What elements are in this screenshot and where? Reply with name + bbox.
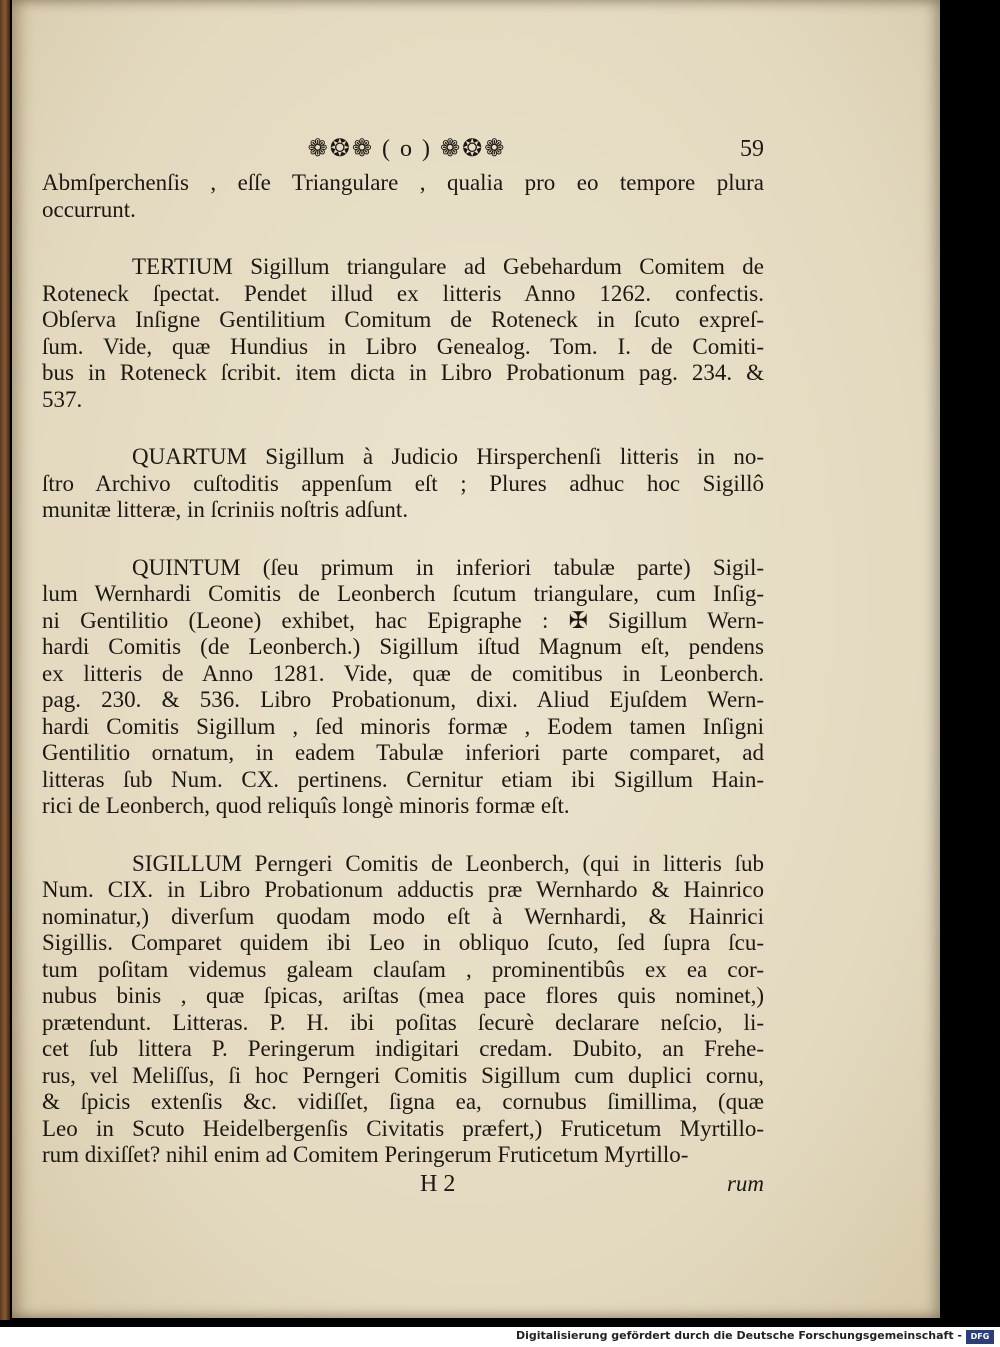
text-line: hardi Comitis Sigillum , ſed minoris formæ , Eodem tamen Inſigni: [42, 713, 764, 739]
text-line: 537.: [42, 386, 83, 412]
paragraph: [42, 170, 764, 223]
text-line: Roteneck ſpectat. Pendet illud ex litteris Anno 1262. confectis.: [42, 280, 764, 306]
funding-credit: Digitalisierung gefördert durch die Deutsche Forschungsgemeinschaft -: [515, 1329, 962, 1342]
text-line: bus in Roteneck ſcribit. item dicta in Libro Probationum pag. 234. &: [42, 360, 764, 385]
paragraph-gap: [42, 820, 764, 851]
text-line: Obſerva Inſigne Gentilitium Comitum de Roteneck in ſcuto expreſ-: [42, 307, 764, 332]
text-line: hardi Comitis (de Leonberch.) Sigillum iſtud Magnum eſt, pendens: [42, 634, 764, 659]
text-line: SIGILLUM Perngeri Comitis de Leonberch, (qui in litteris ſub: [132, 850, 764, 876]
dfg-logo: DFG: [966, 1330, 994, 1344]
text-line: rici de Leonberch, quod reliquîs longè minoris formæ eſt.: [42, 793, 570, 818]
text-line: ſtro Archivo cuſtoditis appenſum eſt ; Plures adhuc hoc Sigillô: [42, 470, 764, 496]
paragraph: [42, 851, 764, 1169]
text-line: Gentilitio ornatum, in eadem Tabulæ inferiori parte comparet, ad: [42, 740, 764, 765]
paragraph-gap: [42, 223, 764, 254]
text-line: QUINTUM (ſeu primum in inferiori tabulæ parte) Sigil-: [132, 554, 764, 580]
paragraph: [42, 555, 764, 820]
text-line: occurrunt.: [42, 196, 136, 222]
text-line: tum poſitam videmus galeam clauſam , prominentibûs ex ea cor-: [42, 956, 764, 982]
header-ornament: ❁❂❁ ( o ) ❁❂❁: [307, 136, 507, 162]
text-line: prætendunt. Litteras. P. H. ibi poſitas ſecurè declarare neſcio, li-: [42, 1009, 764, 1035]
text-line: Num. CIX. in Libro Probationum adductis præ Wernhardo & Hainrico: [42, 877, 764, 902]
text-line: munitæ litteræ, in ſcriniis noſtris adſunt.: [42, 497, 409, 522]
text-line: cet ſub littera P. Peringerum indigitari credam. Dubito, an Frehe-: [42, 1036, 764, 1061]
paragraph-gap: [42, 524, 764, 555]
text-block: [42, 136, 764, 1201]
text-line: pag. 230. & 536. Libro Probationum, dixi. Aliud Ejuſdem Wern-: [42, 687, 764, 712]
text-line: Sigillis. Comparet quidem ibi Leo in obliquo ſcuto, ſed ſupra ſcu-: [42, 930, 764, 955]
running-header: [42, 136, 764, 170]
paragraph: [42, 254, 764, 413]
signature-mark: H 2: [420, 1170, 456, 1197]
text-line: lum Wernhardi Comitis de Leonberch ſcutum triangulare, cum Inſig-: [42, 581, 764, 606]
catchword: rum: [726, 1170, 764, 1196]
book-page: [12, 0, 940, 1318]
page-number: 59: [740, 136, 764, 162]
text-line: litteras ſub Num. CX. pertinens. Cernitur etiam ibi Sigillum Hain-: [42, 766, 764, 792]
text-line: nominatur,) diverſum quodam modo eſt à Wernhardi, & Hainrici: [42, 903, 764, 929]
text-line: ni Gentilitio (Leone) exhibet, hac Epigraphe : ✠ Sigillum Wern-: [42, 607, 764, 633]
text-line: ex litteris de Anno 1281. Vide, quæ de comitibus in Leonberch.: [42, 660, 764, 686]
text-line: ſum. Vide, quæ Hundius in Libro Genealog. Tom. I. de Comiti-: [42, 333, 764, 359]
paragraph-list: [42, 170, 764, 1169]
text-line: rus, vel Meliſſus, ſi hoc Perngeri Comitis Sigillum cum duplici cornu,: [42, 1062, 764, 1088]
paragraph: [42, 444, 764, 524]
text-line: nubus binis , quæ ſpicas, ariſtas (mea pace flores quis nominet,): [42, 983, 764, 1008]
page-footer: [42, 1171, 764, 1201]
text-line: Leo in Scuto Heidelbergenſis Civitatis præfert,) Fruticetum Myrtillo-: [42, 1115, 764, 1141]
text-line: QUARTUM Sigillum à Judicio Hirsperchenſi litteris in no-: [132, 444, 764, 469]
book-spine-edge: [0, 0, 10, 1320]
paragraph-gap: [42, 413, 764, 444]
text-line: rum dixiſſet? nihil enim ad Comitem Peringerum Fruticetum Myrtillo-: [42, 1142, 689, 1167]
digitization-footer: [0, 1327, 1000, 1347]
text-line: & ſpicis extenſis &c. vidiſſet, ſigna ea, cornubus ſimillima, (quæ: [42, 1089, 764, 1114]
text-line: TERTIUM Sigillum triangulare ad Gebehardum Comitem de: [132, 254, 764, 279]
text-line: Abmſperchenſis , eſſe Triangulare , qualia pro eo tempore plura: [42, 170, 764, 195]
